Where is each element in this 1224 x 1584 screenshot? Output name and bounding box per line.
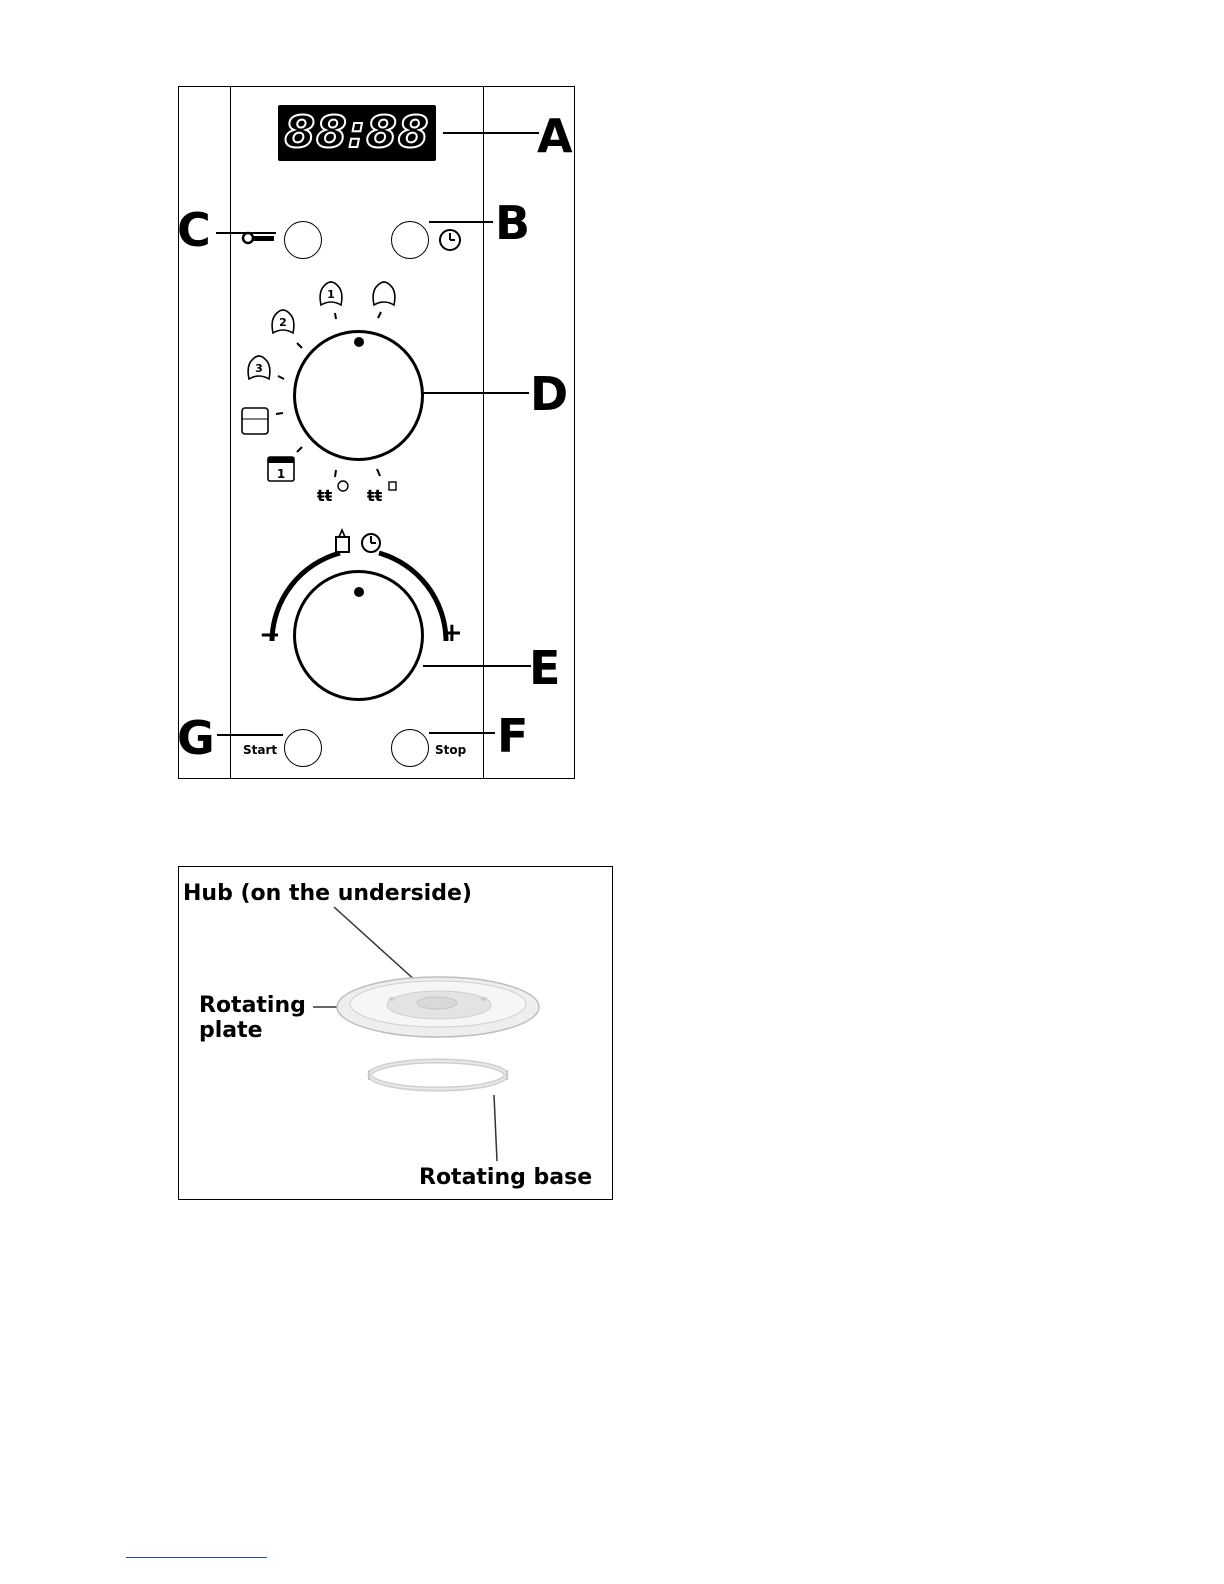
rotating-plate-label-line1: Rotating	[199, 993, 306, 1018]
rotating-base-label: Rotating base	[419, 1165, 593, 1190]
callout-line-f	[429, 732, 495, 734]
svg-text:1: 1	[276, 467, 286, 481]
callout-line-d	[423, 392, 529, 394]
start-label: Start	[243, 743, 278, 757]
callout-letter-e: E	[529, 641, 561, 695]
callout-line-b	[429, 221, 493, 223]
svg-text:1: 1	[327, 288, 335, 301]
callout-letter-c: C	[177, 203, 211, 257]
digital-display	[278, 105, 436, 161]
minus-sign: −	[259, 620, 281, 650]
callout-letter-d: D	[530, 367, 569, 421]
callout-line-c	[216, 232, 276, 234]
callout-line-e	[423, 665, 531, 667]
poultry-2-icon	[369, 277, 399, 309]
footnote-separator	[126, 1557, 267, 1558]
poultry-1-icon	[316, 277, 346, 309]
rotating-plate-label-line2: plate	[199, 1018, 263, 1043]
svg-text:3: 3	[255, 362, 263, 375]
callout-letter-a: A	[537, 109, 573, 163]
svg-text:ŧŧ: ŧŧ	[367, 486, 383, 505]
defrost-weight-icon	[365, 479, 401, 505]
poultry-4-icon	[244, 351, 274, 383]
stop-button[interactable]	[391, 729, 429, 767]
defrost-time-icon	[315, 479, 351, 505]
svg-text:2: 2	[279, 316, 287, 329]
start-button[interactable]	[284, 729, 322, 767]
weight-icon	[332, 527, 354, 555]
clock-icon	[438, 228, 462, 252]
svg-text:ŧŧ: ŧŧ	[317, 486, 333, 505]
adjust-dial[interactable]	[293, 570, 424, 701]
callout-letter-g: G	[177, 711, 215, 765]
hub-label: Hub (on the underside)	[183, 881, 472, 906]
plus-sign: +	[441, 618, 463, 648]
manual-defrost-icon	[267, 454, 297, 484]
poultry-3-icon	[268, 305, 298, 337]
turntable-figure	[178, 866, 613, 1200]
callout-letter-f: F	[497, 709, 529, 763]
callout-line-a	[443, 132, 539, 134]
turntable-illustration	[179, 867, 614, 1201]
auto-defrost-icon	[241, 407, 269, 435]
encoder-indicator-dot	[354, 587, 364, 597]
control-panel-figure	[178, 86, 575, 779]
display-readout: 88:88	[284, 107, 430, 158]
clock-icon	[359, 531, 383, 555]
callout-letter-b: B	[495, 196, 531, 250]
key-lock-button[interactable]	[284, 221, 322, 259]
stop-label: Stop	[435, 743, 467, 757]
dial-icon-ring	[239, 275, 414, 505]
callout-line-g	[217, 734, 283, 736]
clock-button[interactable]	[391, 221, 429, 259]
